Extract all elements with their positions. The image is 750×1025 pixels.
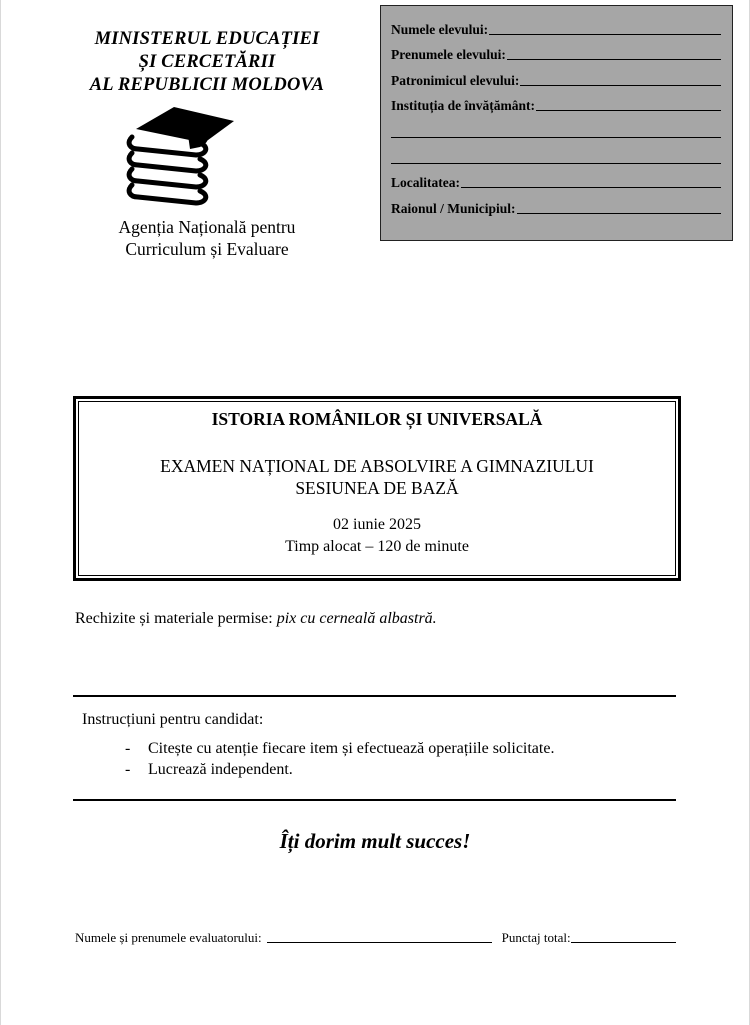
agency-line-2: Curriculum și Evaluare xyxy=(125,239,289,259)
instructions-title: Instrucțiuni pentru candidat: xyxy=(82,711,264,728)
books-logo-icon xyxy=(124,103,240,211)
exam-title xyxy=(79,455,675,499)
ministry-header xyxy=(62,28,352,97)
evaluator-name-line[interactable] xyxy=(267,942,492,943)
student-patronymic-field[interactable] xyxy=(391,71,721,89)
student-last-name-label: Numele elevului: xyxy=(391,22,489,37)
institution-extra-line-2[interactable] xyxy=(391,163,721,164)
evaluator-label: Numele și prenumele evaluatorului: xyxy=(75,930,262,945)
allowed-materials xyxy=(75,610,437,628)
evaluator-footer xyxy=(75,928,676,946)
student-last-name-field[interactable] xyxy=(391,20,721,38)
divider-top xyxy=(73,695,676,697)
institution-extra-line-1[interactable] xyxy=(391,137,721,138)
student-first-name-field[interactable] xyxy=(391,45,721,63)
district-label: Raionul / Municipiul: xyxy=(391,201,516,216)
exam-title-inner-frame xyxy=(78,401,676,576)
instruction-item: - Citește cu atenție fiecare item și efectuează operațiile solicitate. xyxy=(125,738,554,759)
ministry-line-2: ȘI CERCETĂRII xyxy=(138,52,276,72)
institution-label: Instituția de învățământ: xyxy=(391,98,536,113)
ministry-line-1: MINISTERUL EDUCAȚIEI xyxy=(94,29,320,49)
allowed-materials-value: pix cu cerneală albastră. xyxy=(276,610,437,627)
total-score-label: Punctaj total: xyxy=(501,930,571,945)
student-first-name-label: Prenumele elevului: xyxy=(391,47,506,62)
agency-line-1: Agenția Națională pentru xyxy=(118,217,296,237)
exam-schedule xyxy=(79,514,675,558)
exam-subject: ISTORIA ROMÂNILOR ȘI UNIVERSALĂ xyxy=(211,409,543,429)
good-luck-message: Îți dorim mult succes! xyxy=(279,829,471,853)
student-patronymic-label: Patronimicul elevului: xyxy=(391,73,520,88)
exam-title-box xyxy=(73,396,681,581)
page-edge-left xyxy=(0,0,1,1025)
allowed-materials-label: Rechizite și materiale permise: xyxy=(75,610,277,627)
agency-name xyxy=(62,216,352,260)
exam-date: 02 iunie 2025 xyxy=(333,516,421,533)
ministry-line-3: AL REPUBLICII MOLDOVA xyxy=(89,75,325,95)
instructions-list xyxy=(125,738,554,780)
instruction-item: - Lucrează independent. xyxy=(125,759,554,780)
student-info-box xyxy=(380,5,733,241)
total-score-line[interactable] xyxy=(571,942,676,943)
locality-label: Localitatea: xyxy=(391,175,460,190)
divider-bottom xyxy=(73,799,676,801)
locality-field[interactable] xyxy=(391,173,721,191)
institution-field[interactable] xyxy=(391,96,721,114)
exam-title-line-2: SESIUNEA DE BAZĂ xyxy=(295,478,459,498)
exam-title-line-1: EXAMEN NAȚIONAL DE ABSOLVIRE A GIMNAZIULUI xyxy=(160,456,594,476)
exam-time: Timp alocat – 120 de minute xyxy=(285,538,469,555)
district-field[interactable] xyxy=(391,199,721,217)
